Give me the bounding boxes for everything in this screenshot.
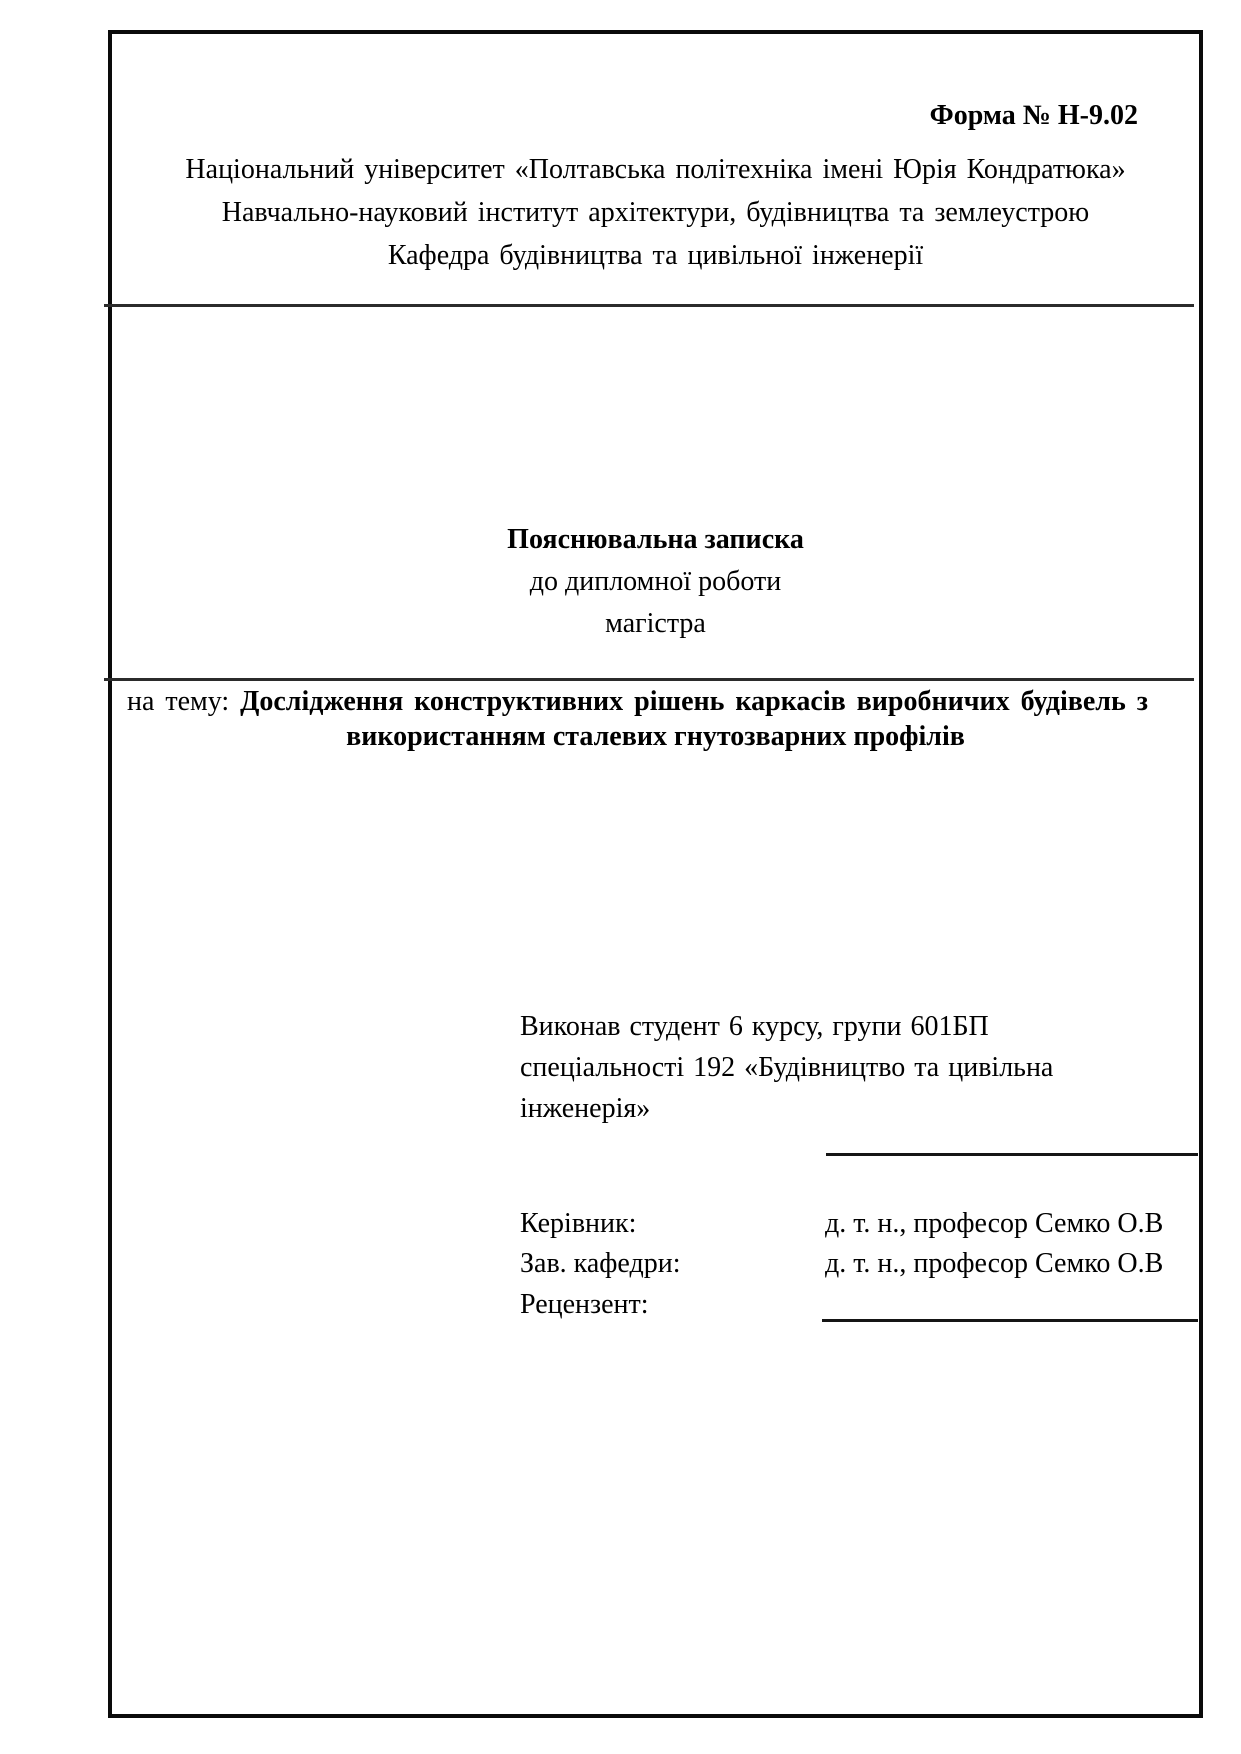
signatory-label-reviewer: Рецензент: [520,1289,649,1320]
form-number-label: Форма № Н-9.02 [929,100,1138,131]
topic-label: на тему: [127,686,230,717]
topic-title-part1: Дослідження конструктивних рішень каркасів виробничих будівель з [240,686,1148,717]
student-info-block [520,1006,1120,1129]
university-name: Національний університет «Полтавська політехніка імені Юрія Кондратюка» [185,154,1126,185]
title-divider [104,678,1194,681]
institute-name: Навчально-науковий інститут архітектури, будівництва та землеустрою [221,197,1090,228]
topic-title-part2: використанням сталевих гнутозварних профілів [346,721,965,752]
specialty-line-1: спеціальності 192 «Будівництво та цивільна [520,1052,1054,1083]
title-block [108,519,1203,645]
signatory-row [520,1248,1200,1280]
signatory-row [520,1208,1200,1240]
signatory-label-supervisor: Керівник: [520,1208,637,1239]
performed-by-line: Виконав студент 6 курсу, групи 601БП [520,1011,989,1042]
signature-line-reviewer [822,1319,1198,1322]
department-name: Кафедра будівництва та цивільної інженерії [387,240,924,271]
document-subtitle: до дипломної роботи [529,566,782,597]
header-divider [104,304,1194,307]
page-border-frame [108,30,1203,1718]
topic-line-1 [127,686,1148,718]
specialty-line-2: інженерія» [520,1093,651,1124]
degree-level: магістра [605,608,706,639]
signatory-label-head-of-department: Зав. кафедри: [520,1248,681,1279]
signatory-row [520,1289,1200,1321]
header-block [108,148,1203,277]
signatory-value-supervisor: д. т. н., професор Семко О.В [825,1208,1164,1239]
document-title: Пояснювальна записка [507,524,804,555]
signatory-value-head-of-department: д. т. н., професор Семко О.В [825,1248,1164,1279]
signature-line-student [826,1153,1198,1156]
